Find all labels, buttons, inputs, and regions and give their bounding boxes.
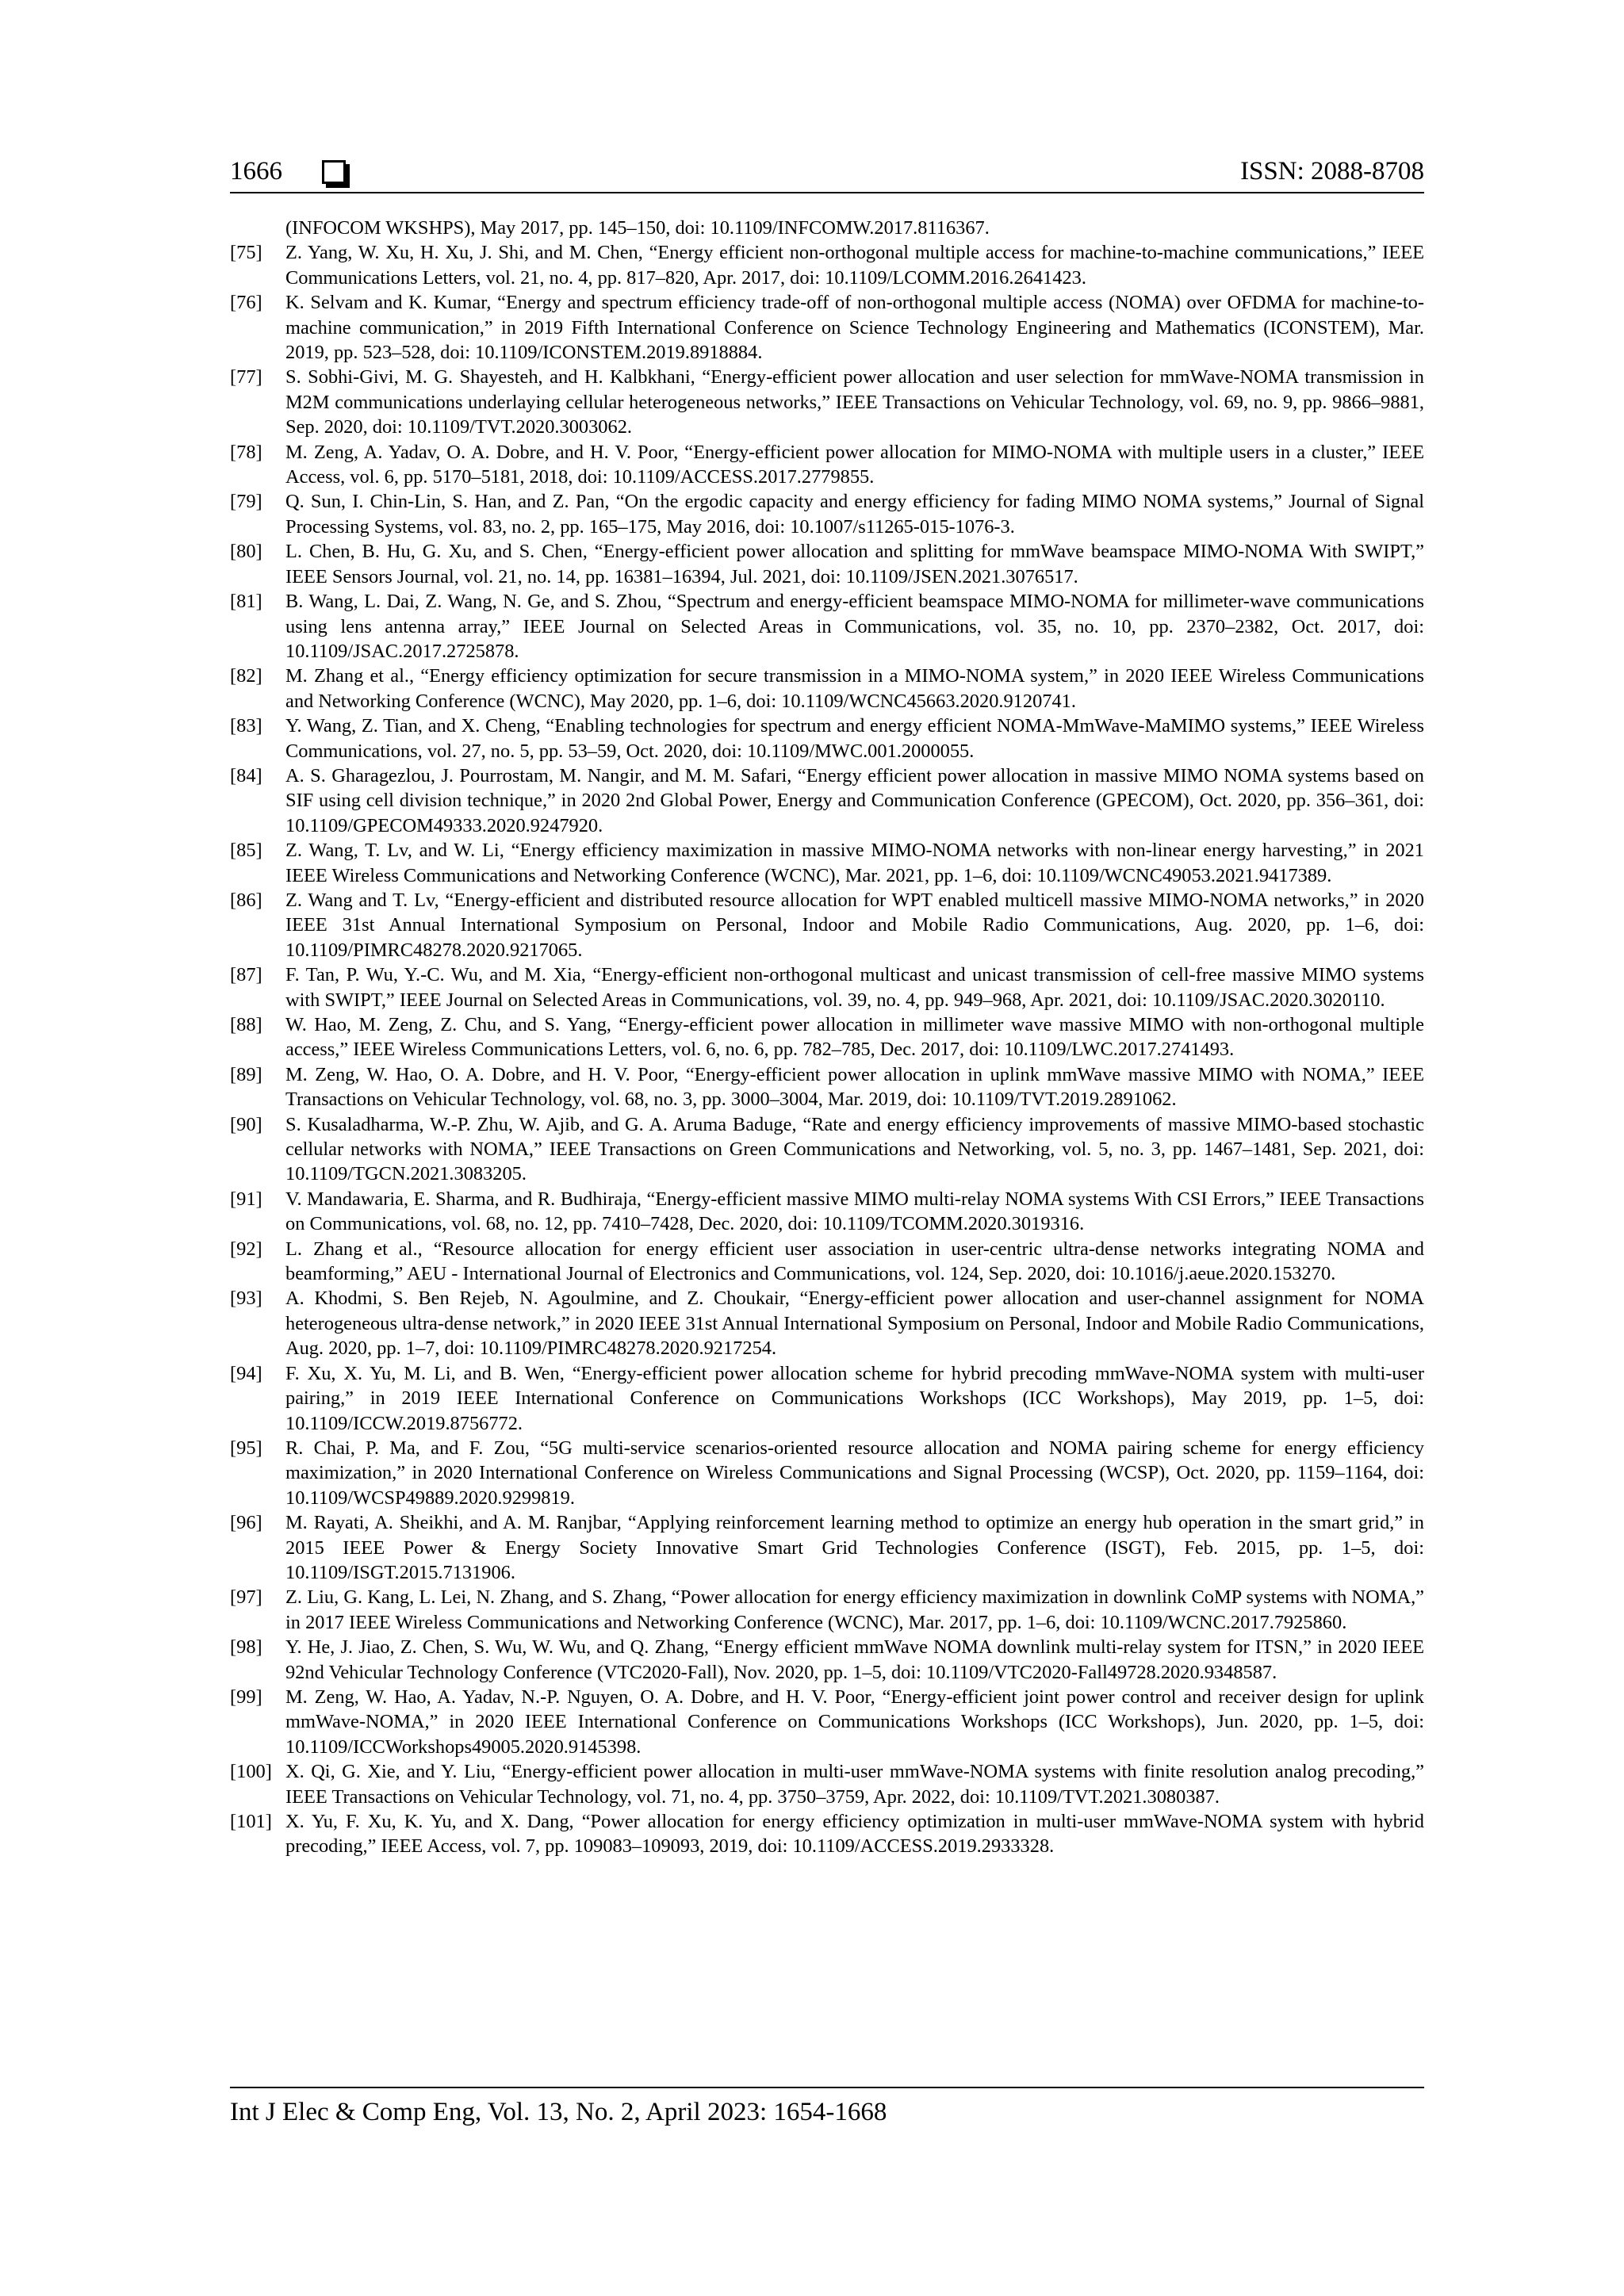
reference-text: Z. Wang and T. Lv, “Energy-efficient and distributed resource allocation for WPT enabled multicell massive MIMO-NOMA networks,” in 2020 IEEE 31st Annual International Symposium on Personal, Indoor and Mobile Radio Communications, Aug. 2020, pp. 1–6, doi: 10.1109/PIMRC48278.2020.9217065. xyxy=(285,889,1424,961)
reference-number: [75] xyxy=(230,242,262,264)
reference-item xyxy=(230,1436,1424,1510)
reference-text: X. Yu, F. Xu, K. Yu, and X. Dang, “Power allocation for energy efficiency optimization in multi-user mmWave-NOMA system with hybrid precoding,” IEEE Access, vol. 7, pp. 109083–109093, 2019, doi: 10.1109/ACCESS.2019.2933328. xyxy=(285,1811,1424,1858)
reference-number: [99] xyxy=(230,1686,262,1708)
reference-item xyxy=(230,763,1424,838)
reference-number: [96] xyxy=(230,1512,262,1534)
reference-item xyxy=(230,539,1424,589)
reference-text: X. Qi, G. Xie, and Y. Liu, “Energy-efficient power allocation in multi-user mmWave-NOMA systems with finite resolution analog precoding,” IEEE Transactions on Vehicular Technology, vol. 71, no. 4, pp. 3750–3759, Apr. 2022, doi: 10.1109/TVT.2021.3080387. xyxy=(285,1761,1424,1808)
reference-text: V. Mandawaria, E. Sharma, and R. Budhiraja, “Energy-efficient massive MIMO multi-relay NOMA systems With CSI Errors,” IEEE Transactions on Communications, vol. 68, no. 12, pp. 7410–7428, Dec. 2020, doi: 10.1109/TCOMM.2020.3019316. xyxy=(285,1188,1424,1235)
reference-item xyxy=(230,1759,1424,1809)
reference-list xyxy=(230,216,1424,1859)
reference-item xyxy=(230,1187,1424,1237)
reference-number: [94] xyxy=(230,1362,262,1384)
reference-number: [95] xyxy=(230,1437,262,1459)
reference-item xyxy=(230,365,1424,439)
reference-item xyxy=(230,1635,1424,1685)
reference-text: M. Rayati, A. Sheikhi, and A. M. Ranjbar, “Applying reinforcement learning method to optimize an energy hub operation in the smart grid,” in 2015 IEEE Power & Energy Society Innovative Smart Grid Technologies Conference (ISGT), Feb. 2015, pp. 1–5, doi: 10.1109/ISGT.2015.7131906. xyxy=(285,1512,1424,1583)
page-footer xyxy=(230,2087,1424,2128)
reference-text: W. Hao, M. Zeng, Z. Chu, and S. Yang, “Energy-efficient power allocation in millimeter wave massive MIMO with non-orthogonal multiple access,” IEEE Wireless Communications Letters, vol. 6, no. 6, pp. 782–785, Dec. 2017, doi: 10.1109/LWC.2017.2741493. xyxy=(285,1014,1424,1061)
reference-text: F. Xu, X. Yu, M. Li, and B. Wen, “Energy-efficient power allocation scheme for hybrid precoding mmWave-NOMA system with multi-user pairing,” in 2019 IEEE International Conference on Communications Workshops (ICC Workshops), May 2019, pp. 1–5, doi: 10.1109/ICCW.2019.8756772. xyxy=(285,1362,1424,1434)
reference-text: M. Zeng, A. Yadav, O. A. Dobre, and H. V. Poor, “Energy-efficient power allocation for MIMO-NOMA with multiple users in a cluster,” IEEE Access, vol. 6, pp. 5170–5181, 2018, doi: 10.1109/ACCESS.2017.2779855. xyxy=(285,441,1424,488)
reference-text: F. Tan, P. Wu, Y.-C. Wu, and M. Xia, “Energy-efficient non-orthogonal multicast and unicast transmission of cell-free massive MIMO systems with SWIPT,” IEEE Journal on Selected Areas in Communications, vol. 39, no. 4, pp. 949–968, Apr. 2021, doi: 10.1109/JSAC.2020.3020110. xyxy=(285,964,1424,1011)
reference-item xyxy=(230,1361,1424,1436)
reference-item xyxy=(230,888,1424,962)
reference-text: L. Chen, B. Hu, G. Xu, and S. Chen, “Energy-efficient power allocation and splitting for mmWave beamspace MIMO-NOMA With SWIPT,” IEEE Sensors Journal, vol. 21, no. 14, pp. 16381–16394, Jul. 2021, doi: 10.1109/JSEN.2021.3076517. xyxy=(285,541,1424,587)
reference-text: M. Zhang et al., “Energy efficiency optimization for secure transmission in a MIMO-NOMA system,” in 2020 IEEE Wireless Communications and Networking Conference (WCNC), May 2020, pp. 1–6, doi: 10.1109/WCNC45663.2020.9120741. xyxy=(285,665,1424,712)
reference-number: [98] xyxy=(230,1636,262,1659)
reference-text: K. Selvam and K. Kumar, “Energy and spectrum efficiency trade-off of non-orthogonal multiple access (NOMA) over OFDMA for machine-to-machine communication,” in 2019 Fifth International Conference on Science Technology Engineering and Mathematics (ICONSTEM), Mar. 2019, pp. 523–528, doi: 10.1109/ICONSTEM.2019.8918884. xyxy=(285,292,1424,364)
reference-number: [90] xyxy=(230,1113,262,1135)
reference-item xyxy=(230,489,1424,539)
reference-text: M. Zeng, W. Hao, A. Yadav, N.-P. Nguyen, O. A. Dobre, and H. V. Poor, “Energy-efficient joint power control and receiver design for uplink mmWave-NOMA,” in 2020 IEEE International Conference on Communications Workshops (ICC Workshops), Jun. 2020, pp. 1–5, doi: 10.1109/ICCWorkshops49005.2020.9145398. xyxy=(285,1686,1424,1758)
reference-item xyxy=(230,1809,1424,1859)
reference-item xyxy=(230,962,1424,1012)
reference-number: [77] xyxy=(230,366,262,388)
reference-number: [97] xyxy=(230,1586,262,1609)
reference-text: A. S. Gharagezlou, J. Pourrostam, M. Nangir, and M. M. Safari, “Energy efficient power allocation in massive MIMO NOMA systems based on SIF using cell division technique,” in 2020 2nd Global Power, Energy and Communication Conference (GPECOM), Oct. 2020, pp. 356–361, doi: 10.1109/GPECOM49333.2020.9247920. xyxy=(285,764,1424,836)
reference-item xyxy=(230,1286,1424,1360)
reference-number: [84] xyxy=(230,764,262,786)
reference-number: [87] xyxy=(230,964,262,986)
reference-text: R. Chai, P. Ma, and F. Zou, “5G multi-service scenarios-oriented resource allocation and NOMA pairing scheme for energy efficiency maximization,” in 2020 International Conference on Wireless Communications and Signal Processing (WCSP), Oct. 2020, pp. 1159–1164, doi: 10.1109/WCSP49889.2020.9299819. xyxy=(285,1437,1424,1509)
reference-number: [79] xyxy=(230,491,262,513)
reference-item xyxy=(230,240,1424,290)
reference-item xyxy=(230,1112,1424,1187)
reference-text: Y. Wang, Z. Tian, and X. Cheng, “Enabling technologies for spectrum and energy efficient NOMA-MmWave-MaMIMO systems,” IEEE Wireless Communications, vol. 27, no. 5, pp. 53–59, Oct. 2020, doi: 10.1109/MWC.001.2000055. xyxy=(285,715,1424,762)
page-header xyxy=(230,155,1424,193)
reference-item xyxy=(230,1585,1424,1635)
reference-text: A. Khodmi, S. Ben Rejeb, N. Agoulmine, and Z. Choukair, “Energy-efficient power allocation and user-channel assignment for NOMA heterogeneous ultra-dense network,” in 2020 IEEE 31st Annual International Symposium on Personal, Indoor and Mobile Radio Communications, Aug. 2020, pp. 1–7, doi: 10.1109/PIMRC48278.2020.9217254. xyxy=(285,1288,1424,1360)
reference-number: [85] xyxy=(230,840,262,862)
reference-number: [101] xyxy=(230,1811,272,1832)
reference-text: B. Wang, L. Dai, Z. Wang, N. Ge, and S. Zhou, “Spectrum and energy-efficient beamspace MIMO-NOMA for millimeter-wave communications using lens antenna array,” IEEE Journal on Selected Areas in Communications, vol. 35, no. 10, pp. 2370–2382, Oct. 2017, doi: 10.1109/JSAC.2017.2725878. xyxy=(285,591,1424,662)
reference-item xyxy=(230,1012,1424,1062)
page-number: 1666 xyxy=(230,157,282,186)
reference-text: S. Sobhi-Givi, M. G. Shayesteh, and H. Kalbkhani, “Energy-efficient power allocation and user selection for mmWave-NOMA transmission in M2M communications underlaying cellular heterogeneous networks,” IEEE Transactions on Vehicular Technology, vol. 69, no. 9, pp. 9866–9881, Sep. 2020, doi: 10.1109/TVT.2020.3003062. xyxy=(285,366,1424,438)
reference-item xyxy=(230,290,1424,365)
reference-number: [78] xyxy=(230,441,262,463)
reference-number: [83] xyxy=(230,715,262,737)
reference-number: [80] xyxy=(230,541,262,563)
reference-number: [92] xyxy=(230,1238,262,1260)
reference-number: [88] xyxy=(230,1014,262,1035)
reference-number: [86] xyxy=(230,889,262,911)
reference-item xyxy=(230,714,1424,763)
reference-item xyxy=(230,440,1424,490)
reference-number: [100] xyxy=(230,1761,272,1783)
square-bullet-icon xyxy=(322,160,346,184)
reference-text: Q. Sun, I. Chin-Lin, S. Han, and Z. Pan, “On the ergodic capacity and energy efficiency for fading MIMO NOMA systems,” Journal of Signal Processing Systems, vol. 83, no. 2, pp. 165–175, May 2016, doi: 10.1007/s11265-015-1076-3. xyxy=(285,491,1424,538)
reference-items xyxy=(230,240,1424,1858)
reference-number: [76] xyxy=(230,292,262,314)
reference-item xyxy=(230,1510,1424,1585)
reference-text: Z. Wang, T. Lv, and W. Li, “Energy efficiency maximization in massive MIMO-NOMA networks with non-linear energy harvesting,” in 2021 IEEE Wireless Communications and Networking Conference (WCNC), Mar. 2021, pp. 1–6, doi: 10.1109/WCNC49053.2021.9417389. xyxy=(285,840,1424,886)
reference-item xyxy=(230,838,1424,888)
reference-text: Y. He, J. Jiao, Z. Chen, S. Wu, W. Wu, and Q. Zhang, “Energy efficient mmWave NOMA downlink multi-relay system for ITSN,” in 2020 IEEE 92nd Vehicular Technology Conference (VTC2020-Fall), Nov. 2020, pp. 1–5, doi: 10.1109/VTC2020-Fall49728.2020.9348587. xyxy=(285,1636,1424,1683)
reference-number: [89] xyxy=(230,1063,262,1085)
reference-number: [93] xyxy=(230,1288,262,1310)
reference-number: [82] xyxy=(230,665,262,687)
reference-item xyxy=(230,589,1424,664)
reference-continuation: (INFOCOM WKSHPS), May 2017, pp. 145–150, doi: 10.1109/INFCOMW.2017.8116367. xyxy=(285,217,990,239)
issn-label: ISSN: 2088-8708 xyxy=(1240,157,1424,186)
reference-item xyxy=(230,664,1424,714)
journal-citation: Int J Elec & Comp Eng, Vol. 13, No. 2, April 2023: 1654-1668 xyxy=(230,2098,887,2126)
reference-text: Z. Yang, W. Xu, H. Xu, J. Shi, and M. Chen, “Energy efficient non-orthogonal multiple access for machine-to-machine communications,” IEEE Communications Letters, vol. 21, no. 4, pp. 817–820, Apr. 2017, doi: 10.1109/LCOMM.2016.2641423. xyxy=(285,242,1424,289)
reference-text: S. Kusaladharma, W.-P. Zhu, W. Ajib, and G. A. Aruma Baduge, “Rate and energy efficiency improvements of massive MIMO-based stochastic cellular networks with NOMA,” IEEE Transactions on Green Communications and Networking, vol. 5, no. 3, pp. 1467–1481, Sep. 2021, doi: 10.1109/TGCN.2021.3083205. xyxy=(285,1113,1424,1185)
reference-number: [91] xyxy=(230,1188,262,1210)
reference-item xyxy=(230,1062,1424,1112)
reference-text: L. Zhang et al., “Resource allocation for energy efficient user association in user-centric ultra-dense networks integrating NOMA and beamforming,” AEU - International Journal of Electronics and Communications, vol. 124, Sep. 2020, doi: 10.1016/j.aeue.2020.153270. xyxy=(285,1238,1424,1285)
reference-text: M. Zeng, W. Hao, O. A. Dobre, and H. V. Poor, “Energy-efficient power allocation in uplink mmWave massive MIMO with NOMA,” IEEE Transactions on Vehicular Technology, vol. 68, no. 3, pp. 3000–3004, Mar. 2019, doi: 10.1109/TVT.2019.2891062. xyxy=(285,1063,1424,1111)
reference-text: Z. Liu, G. Kang, L. Lei, N. Zhang, and S. Zhang, “Power allocation for energy efficiency maximization in downlink CoMP systems with NOMA,” in 2017 IEEE Wireless Communications and Networking Conference (WCNC), Mar. 2017, pp. 1–6, doi: 10.1109/WCNC.2017.7925860. xyxy=(285,1586,1424,1633)
reference-item xyxy=(230,1685,1424,1759)
reference-item xyxy=(230,1237,1424,1287)
reference-number: [81] xyxy=(230,591,262,613)
